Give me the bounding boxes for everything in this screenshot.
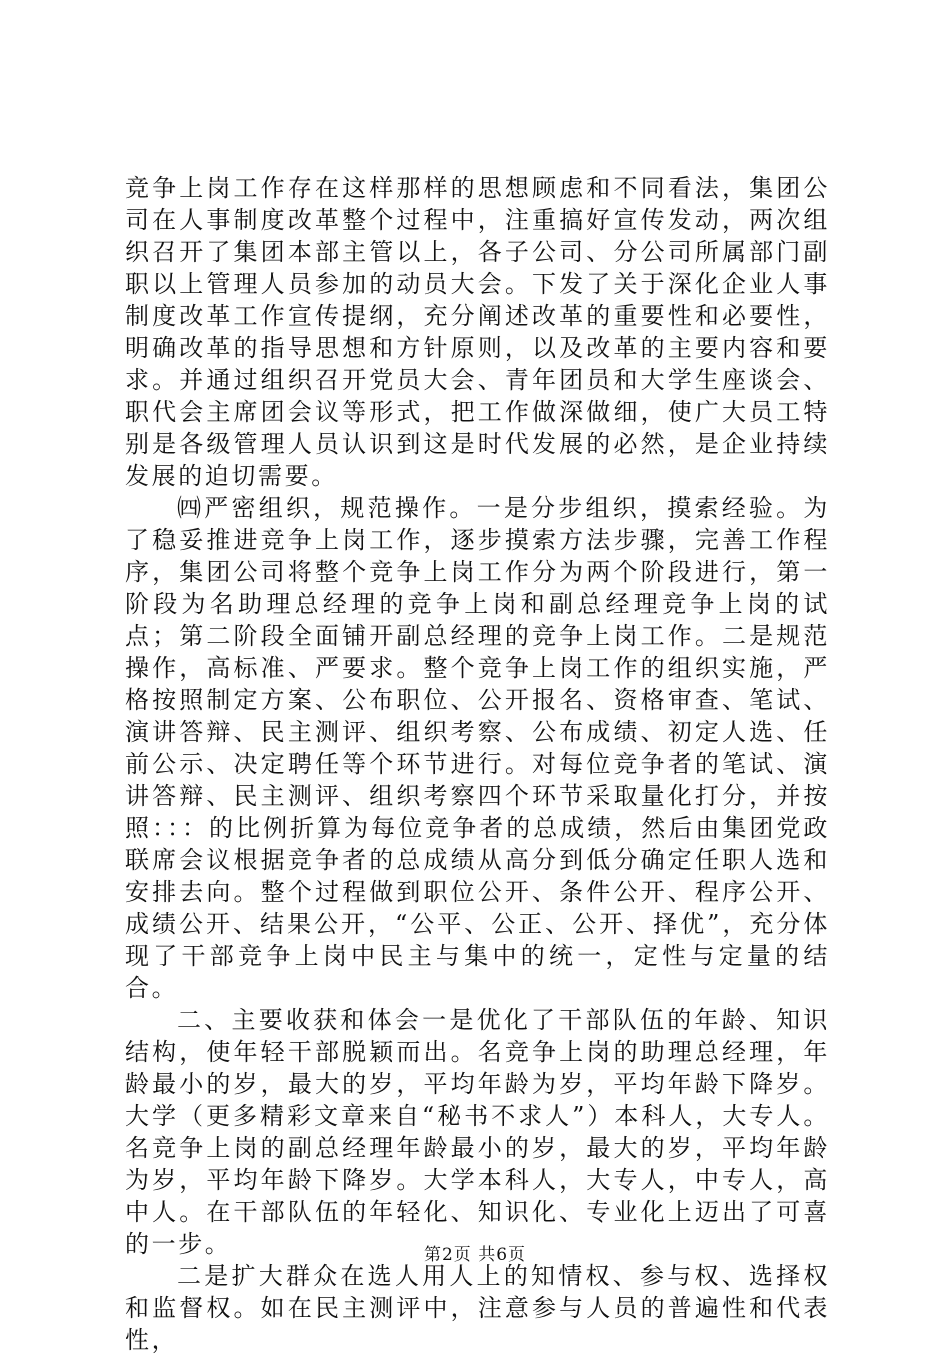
paragraph-2: ㈣严密组织，规范操作。一是分步组织，摸索经验。为了稳妥推进竞争上岗工作，逐步摸索方法步骤，完善工作程序，集团公司将整个竞争上岗工作分为两个阶段进行，第一阶段为名助理总经理的竞争上岗和副总经理竞争上岗的试点；第二阶段全面铺开副总经理的竞争上岗工作。二是规范操作，高标准、严要求。整个竞争上岗工作的组织实施，严格按照制定方案、公布职位、公开报名、资格审查、笔试、演讲答辩、民主测评、组织考察、公布成绩、初定人选、任前公示、决定聘任等个环节进行。对每位竞争者的笔试、演讲答辩、民主测评、组织考察四个环节采取量化打分，并按照：：：的比例折算为每位竞争者的总成绩，然后由集团党政联席会议根据竞争者的总成绩从高分到低分确定任职人选和安排去向。整个过程做到职位公开、条件公开、程序公开、成绩公开、结果公开，“公平、公正、公开、择优”，充分体现了干部竞争上岗中民主与集中的统一，定性与定量的结合。 bbox=[125, 494, 830, 1002]
body-text bbox=[125, 172, 830, 1356]
page-footer: 第2页 共6页 bbox=[423, 1245, 527, 1265]
paragraph-1: 竞争上岗工作存在这样那样的思想顾虑和不同看法，集团公司在人事制度改革整个过程中，注重搞好宣传发动，两次组织召开了集团本部主管以上，各子公司、分公司所属部门副职以上管理人员参加的动员大会。下发了关于深化企业人事制度改革工作宣传提纲，充分阐述改革的重要性和必要性，明确改革的指导思想和方针原则，以及改革的主要内容和要求。并通过组织召开党员大会、青年团员和大学生座谈会、职代会主席团会议等形式，把工作做深做细，使广大员工特别是各级管理人员认识到这是时代发展的必然，是企业持续发展的迫切需要。 bbox=[125, 174, 830, 490]
paragraph-3: 二、主要收获和体会一是优化了干部队伍的年龄、知识结构，使年轻干部脱颖而出。名竞争上岗的助理总经理，年龄最小的岁，最大的岁，平均年龄为岁，平均年龄下降岁。大学（更多精彩文章来自“秘书不求人”）本科人，大专人。名竞争上岗的副总经理年龄最小的岁，最大的岁，平均年龄为岁，平均年龄下降岁。大学本科人，大专人，中专人，高中人。在干部队伍的年轻化、知识化、专业化上迈出了可喜的一步。 bbox=[125, 1006, 830, 1258]
paragraph-4: 二是扩大群众在选人用人上的知情权、参与权、选择权和监督权。如在民主测评中，注意参与人员的普遍性和代表性， bbox=[125, 1262, 830, 1354]
